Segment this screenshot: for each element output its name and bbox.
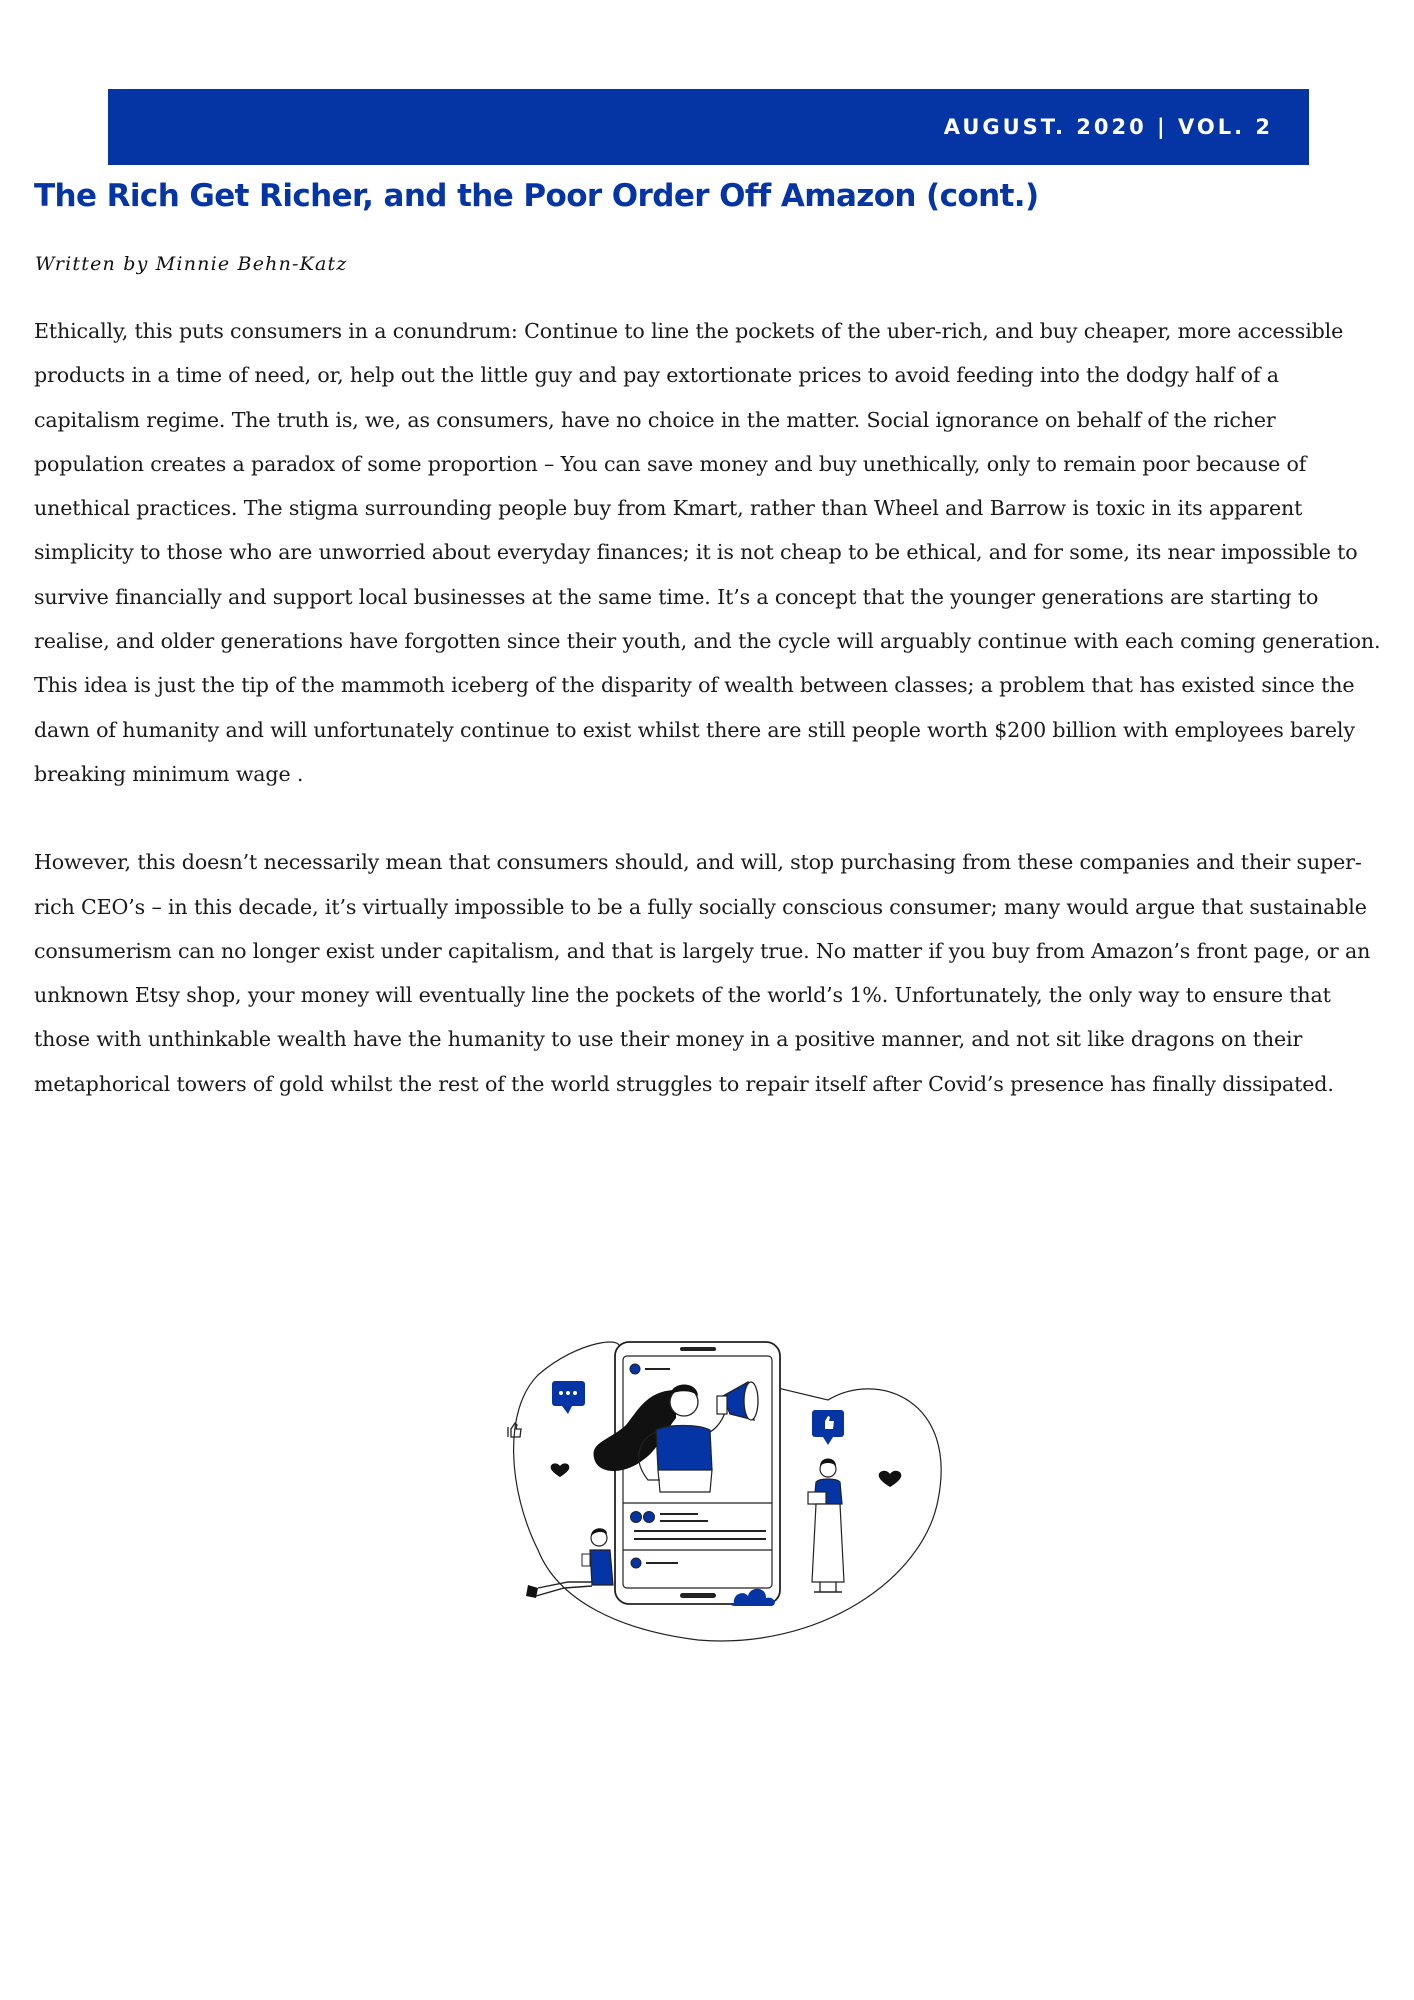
social-media-illustration [498,1330,948,1652]
chat-bubble-icon [552,1381,585,1414]
article-title: The Rich Get Richer, and the Poor Order Off Amazon (cont.) [34,178,1039,214]
like-icon [812,1410,844,1445]
article-body [34,309,1390,1106]
heart-icon [879,1471,902,1487]
person-icon [526,1528,613,1598]
issue-date: AUGUST. 2020 | VOL. 2 [943,115,1273,139]
heart-icon [551,1463,570,1477]
paragraph: However, this doesn’t necessarily mean that consumers should, and will, stop purchasing from these companies and their super-rich CEO’s – in this decade, it’s virtually impossible to be a fully socially conscious consumer; many would argue that sustainable consumerism can no longer exist under capitalism, and that is largely true. No matter if you buy from Amazon’s front page, or an unknown Etsy shop, your money will eventually line the pockets of the world’s 1%. Unfortunately, the only way to ensure that those with unthinkable wealth have the humanity to use their money in a positive manner, and not sit like dragons on their metaphorical towers of gold whilst the rest of the world struggles to repair itself after Covid’s presence has finally dissipated. [34,850,1371,1096]
header-bar [108,89,1309,165]
person-icon [808,1459,844,1593]
paragraph: Ethically, this puts consumers in a conundrum: Continue to line the pockets of the uber-rich, and buy cheaper, more accessible products in a time of need, or, help out the little guy and pay extortionate prices to avoid feeding into the dodgy half of a capitalism regime. The truth is, we, as consumers, have no choice in the matter. Social ignorance on behalf of the richer population creates a paradox of some proportion – You can save money and buy unethically, only to remain poor because of unethical practices. The stigma surrounding people buy from Kmart, rather than Wheel and Barrow is toxic in its apparent simplicity to those who are unworried about everyday finances; it is not cheap to be ethical, and for some, its near impossible to survive financially and support local businesses at the same time. It’s a concept that the younger generations are starting to realise, and older generations have forgotten since their youth, and the cycle will arguably continue with each coming generation. This idea is just the tip of the mammoth iceberg of the disparity of wealth between classes; a problem that has existed since the dawn of humanity and will unfortunately continue to exist whilst there are still people worth $200 billion with employees barely breaking minimum wage . [34,319,1381,786]
byline: Written by Minnie Behn-Katz [35,253,348,275]
